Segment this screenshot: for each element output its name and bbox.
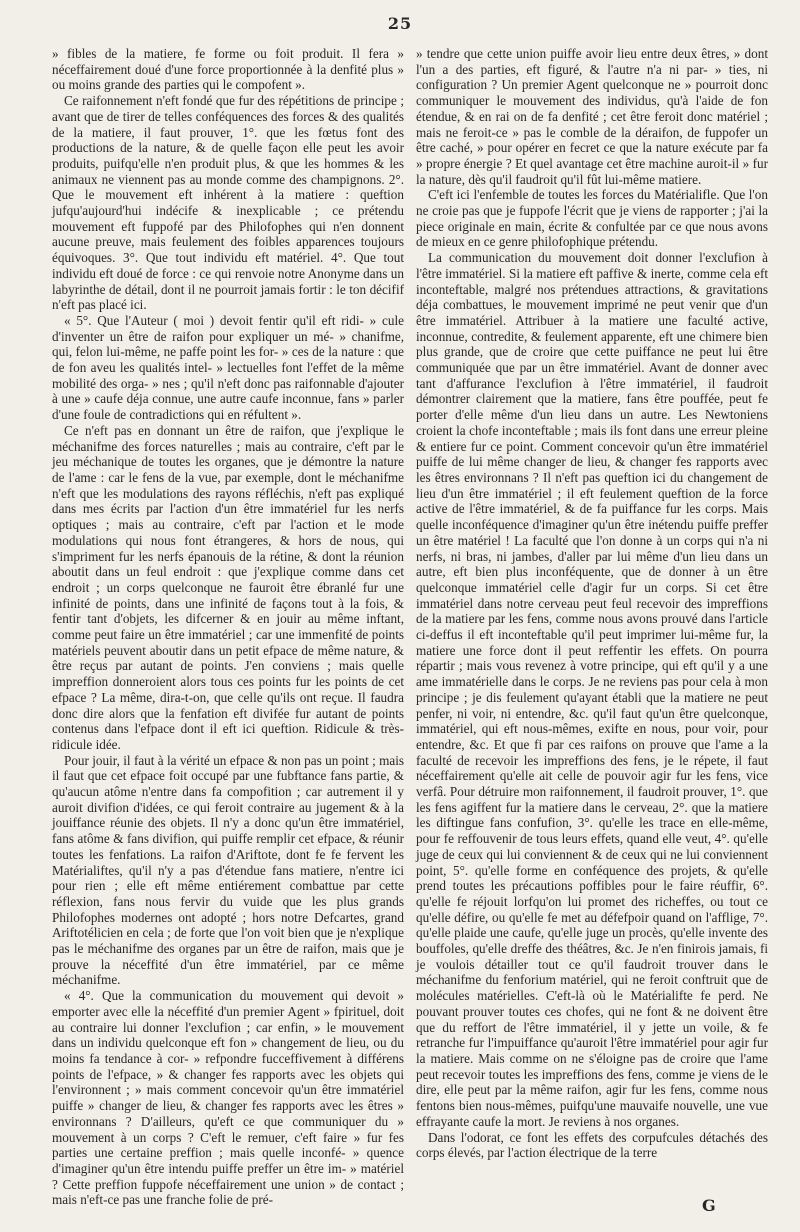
right-column	[416, 46, 768, 1196]
catchword: G	[702, 1196, 716, 1215]
paragraph: » tendre que cette union puiffe avoir lieu entre deux êtres, » dont l'un a des parties, eft figuré, & l'autre n'a ni par- » ties, ni configuration ? Un premier Agent quelconque ne » pourroit donc communiquer le mouvement des individus, qu'à l'aide de fon étendue, & en rai on de fa denfité ; cet être feroit donc matériel ; mais ne feroit-ce » pas le comble de la déraifon, de fuppofer un être caché, » pour opérer en fecret ce que la nature exécute par fa » propre énergie ? Et quel avantage cet être machine auroit-il » fur la nature, dès qu'il faudroit qu'il fût lui-même matiere.	[416, 46, 768, 187]
page-number: 25	[387, 14, 413, 33]
paragraph: » fibles de la matiere, fe forme ou foit produit. Il fera » néceffairement doué d'une force proportionnée à la denfité plus » ou moins grande des parties qui le compofent ».	[52, 46, 404, 93]
paragraph: Pour jouir, il faut à la vérité un efpace & non pas un point ; mais il faut que cet efpace foit occupé par une fubftance fans partie, & qu'aucun atôme n'entre dans fa compofition ; car autrement il y auroit divifion d'idées, ce qui feroit contraire au jugement & à la jouiffance réunie des objets. Il n'y a donc qu'un être immatériel, fans atôme & fans divifion, qui puiffe remplir cet efpace, & réunir toutes les fenfations. La raifon d'Ariftote, dont fe fe fervent les Matérialiftes, qu'il n'y a pas d'étendue fans matiere, n'entre ici pour rien ; elle eft même entiérement combattue par cette réflexion, fans nous fervir du vuide que les plus grands Philofophes modernes ont adopté ; hors notre Defcartes, grand Ariftotélicien en cela ; de forte que l'on voit bien que je n'explique pas le méchanifme des organes par un être de raifon, mais que je prouve la néceffité d'un être immatériel, par ce même méchanifme.	[52, 752, 404, 988]
paragraph: C'eft ici l'enfemble de toutes les forces du Matérialifle. Que l'on ne croie pas que je fuppofe l'écrit que je viens de rapporter ; j'ai la piece originale en main, écrite & confultée par ce que nous avons de mieux en ce genre philofophique prétendu.	[416, 187, 768, 250]
paragraph: Dans l'odorat, ce font les effets des corpufcules détachés des corps élevés, par l'action électrique de la terre	[416, 1129, 768, 1161]
left-column	[52, 46, 404, 1208]
paragraph: « 5°. Que l'Auteur ( moi ) devoit fentir qu'il eft ridi- » cule d'inventer un être de raifon pour expliquer un mé- » chanifme, qui, felon lui-même, ne paffe point les for- » ces de la nature : que de fon aveu les qualités intel- » lectuelles font l'effet de la même mobilité des orga- » nes ; qu'il n'eft donc pas raifonnable d'ajouter à une » caufe déja connue, une autre caufe inconnue, fans » parler d'une foule de contradictions qui en réfultent ».	[52, 312, 404, 423]
paragraph: La communication du mouvement doit donner l'exclufion à l'être immatériel. Si la matiere eft paffive & inerte, comme cela eft inconteftable, malgré nos prétendues attractions, & gravitations déja combattues, le mouvement imprimé ne peut venir que d'un être immatériel. Attribuer à la matiere une faculté active, inconnue, contredite, & feulement apparente, eft une chimere bien plus grande, que de croire que cette puiffance ne peut lui être communiquée que par un être immatériel. Avant de donner avec tant d'affurance l'exclufion à l'être immatériel, il faudroit démontrer clairement que la matiere, fans être pouffée, peut fe porter d'elle même d'un lieu dans un autre. Les Newtoniens croient la chofe inconteftable ; mais ils font dans une erreur pleine & entiere fur ce point. Comment concevoir qu'un être immatériel puiffe de lui même changer de lieu, & changer fes rapports avec les êtres environnans ? Il n'eft pas queftion ici du changement de lieu d'un être immatériel ; il eft feulement queftion de la force active de l'être immatériel, & de fa puiffance fur les corps. Mais quelle inconféquence d'imaginer qu'un être inétendu puiffe preffer un être matériel ! La faculté que l'on donne à un corps qui n'a ni nerfs, ni bras, ni jambes, d'aller par lui même d'un lieu dans un autre, eft bien plus inconféquente, que de donner à un être quelconque immatériel celle d'agir fur un corps. Si cet être immatériel dans notre cerveau peut feul recevoir des impreffions de la matiere par les fens, comme nous avons prouvé dans l'article ci-deffus il eft inconteftable qu'il peut imprimer lui-même fur, la matiere une force dont il peut reffentir les effets. On pourra répartir ; mais vous revenez à votre principe, qui eft qu'il y a une ame immatérielle dans le corps. Je ne reviens pas pour cela à mon principe ; je dis feulement qu'ayant établi que la matiere ne peut penfer, ni voir, ni entendre, &c. qu'il faut qu'un être quelconque, immatériel, qui eft nous-mêmes, exifte en nous, pour voir, pour entendre, &c. Et que fi par ces raifons on prouve que l'ame a la faculté de recevoir les impreffions des fens, je le répete, il faut néceffairement qu'elle ait celle de pouvoir agir fur les fens, vice verfâ. Pour détruire mon raifonnement, il faudroit prouver, 1°. que les fens agiffent fur la matiere dans le cerveau, 2°. que la matiere les diftingue fans confufion, 3°. qu'elle les trace en elle-même, pour fe reffouvenir de tous leurs effets, quand elle veut, 4°. qu'elle juge de ceux qui lui conviennent & de ceux qui ne lui conviennent point, 5°. qu'elle forme en conféquence des projets, & qu'elle prend toutes les précautions poffibles pour le faire réuffir, 6°. qu'elle fe réjouit lorfqu'on lui promet des richeffes, ou tout ce qu'elle défire, ou qu'elle fe met au défefpoir quand on l'afflige, 7°. qu'elle plaide une caufe, qu'elle juge un procès, qu'elle invente des bouffoles, qu'elle dreffe des théâtres, &c. Je n'en finirois jamais, fi je voulois détailler tout ce qu'il faudroit trouver dans le méchanifme du fenforium matériel, qui ne feroit conftruit que de molécules matérielles. C'eft-là où le Matérialifte fe perd. Ne pouvant prouver toutes ces chofes, qui ne font & ne doivent être que du reffort de l'être immatériel, il y jette un voile, & fe retranche fur l'impuiffance qu'auroit l'être immatériel pour agir fur la matiere. Mais comme on ne s'éloigne pas de croire que l'ame peut recevoir toutes les impreffions des fens, comme je viens de le dire, elle peut par la même raifon, agir fur les fens, comme nous fentons bien nous-mêmes, puifqu'une mauvaife nouvelle, une vue effrayante caufe la mort. Je reviens à nos organes.	[416, 250, 768, 1129]
paragraph: Ce raifonnement n'eft fondé que fur des répétitions de principe ; avant que de tirer de telles conféquences des forces & des qualités de la matiere, il faut prouver, 1°. que les fœtus font des productions de la nature, & de quelle façon elle peut les avoir produits, puifqu'elle n'en produit plus, & que les hommes & les animaux ne viennent pas au monde comme des champignons. 2°. Que le mouvement eft inhérent à la matiere : queftion jufqu'aujourd'hui indécife & inexplicable ; ce prétendu mouvement eft fuppofé par des Philofophes qui n'en donnent aucune preuve, mais feulement des foibles apparences toujours équivoques. 3°. Que tout individu eft matériel. 4°. Que tout individu eft doué de force : ce qui renvoie notre Anonyme dans un labyrinthe de détail, dont il ne pourroit jamais fortir : le ton décifif n'eft pas placé ici.	[52, 93, 404, 313]
paragraph: Ce n'eft pas en donnant un être de raifon, que j'explique le méchanifme des forces naturelles ; mais au contraire, c'eft par le jeu méchanique de toutes les organes, que je démontre la nature de l'ame : car le fens de la vue, par exemple, dont le méchanifme n'eft que les modulations des rayons réfléchis, n'eft pas expliqué dans mes écrits par l'action d'un être immatériel fur les nerfs optiques ; mais au contraire, c'eft par l'action et le mode modulations qui nous font étrangeres, & hors de nous, qui s'impriment fur les nerfs épanouis de la rétine, & dont la réunion aboutit dans un feul endroit : que j'explique comme dans cet endroit ; un corps quelconque ne fauroit être ébranlé fur une infinité de points, dans une infinité de façons tout à la fois, & fentir tant d'objets, les difcerner & en jouir au même inftant, comme peut faire un être immatériel ; car une immenfité de points matériels peuvent aboutir dans un petit efpace de même nature, & être reçus par autant de points. J'en conviens ; mais quelle impreffion donneroient alors tous ces points fur les points de cet efpace ? La même, dira-t-on, que celle qu'ils ont reçue. Il faudra donc dire alors que la fenfation eft divifée fur autant de points contenus dans l'efpace dont il eft ici queftion. Ridicule & très-ridicule idée.	[52, 422, 404, 752]
paragraph: « 4°. Que la communication du mouvement qui devoit » emporter avec elle la néceffité d'un premier Agent » fpirituel, doit au contraire lui donner l'exclufion ; car enfin, » le mouvement dans un individu quelconque eft fon » changement de lieu, ou du moins fa tendance à cor- » refpondre fucceffivement à différens points de l'efpace, » & changer fes rapports avec les objets qui l'environnent ; » mais comment concevoir qu'un être immatériel puiffe » changer de lieu, & changer fes rapports avec les êtres » environnans ? D'ailleurs, qu'eft ce que communiquer du » mouvement à un corps ? C'eft le remuer, c'eft faire » fur fes parties une certaine preffion ; mais quelle inconfé- » quence d'imaginer qu'un être intendu puiffe preffer un être im- » matériel ? Cette preffion fuppofe néceffairement une union » de contact ; mais n'eft-ce pas une franche folie de pré-	[52, 988, 404, 1208]
